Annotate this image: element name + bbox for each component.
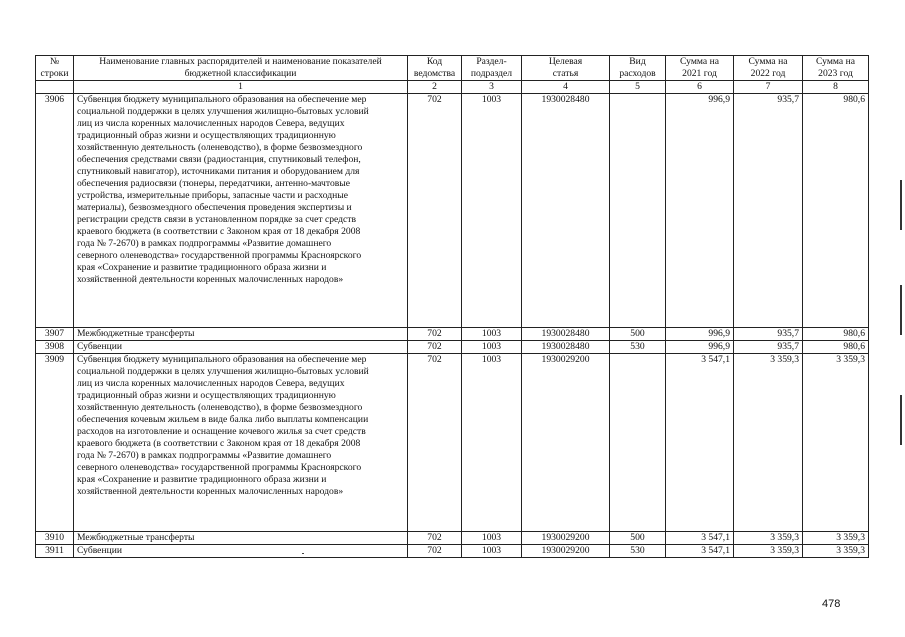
row-sum-2021: 996,9 [666,94,734,328]
header-sum-2023: Сумма на 2023 год [803,56,869,81]
col-num-2: 2 [408,81,462,94]
row-sum-2021: 3 547,1 [666,532,734,545]
row-sum-2022: 935,7 [734,328,803,341]
header-name: Наименование главных распорядителей и наименование показателей бюджетной классификации [74,56,408,81]
row-exp-type: 530 [610,341,666,354]
row-exp-type: 500 [610,532,666,545]
col-num-3: 3 [462,81,522,94]
row-no: 3911 [36,545,74,558]
table-row [36,341,869,354]
col-num-7: 7 [734,81,803,94]
row-dept: 702 [408,545,462,558]
header-row-no: № строки [36,56,74,81]
row-exp-type [610,94,666,328]
row-exp-type: 500 [610,328,666,341]
scan-edge-mark [900,180,902,230]
row-section: 1003 [462,354,522,532]
row-name: Субвенции [74,341,408,354]
header-section: Раздел- подраздел [462,56,522,81]
row-section: 1003 [462,341,522,354]
row-dept: 702 [408,341,462,354]
col-num-6: 6 [666,81,734,94]
row-no: 3908 [36,341,74,354]
header-sum-2022: Сумма на 2022 год [734,56,803,81]
table-row [36,545,869,558]
row-target: 1930028480 [522,328,610,341]
row-sum-2021: 996,9 [666,341,734,354]
row-sum-2022: 935,7 [734,341,803,354]
row-sum-2022: 3 359,3 [734,354,803,532]
row-no: 3909 [36,354,74,532]
row-name: Субвенция бюджету муниципального образования на обеспечение мер социальной поддержки в целях улучшения жилищно-бытовых условий лиц из числа коренных малочисленных народов Севера, ведущих традиционный образ жизни и осуществляющих традиционную хозяйственную деятельность (оленеводство), в форме безвозмездного обеспечения кочевым жильем в виде балка либо выплаты компенсации расходов на изготовление и оснащение кочевого жилья за счет средств краевого бюджета (в соответствии с Законом края от 18 декабря 2008 года № 7-2670) в рамках подпрограммы «Развитие домашнего северного оленеводства» государственной программы Красноярского края «Сохранение и развитие традиционного образа жизни и хозяйственной деятельности коренных малочисленных народов» [74,354,408,532]
row-no: 3907 [36,328,74,341]
row-no: 3906 [36,94,74,328]
col-num-5: 5 [610,81,666,94]
table-row [36,328,869,341]
row-sum-2022: 3 359,3 [734,545,803,558]
row-name: Субвенции [74,545,408,558]
row-dept: 702 [408,532,462,545]
row-target: 1930029200 [522,532,610,545]
col-num-4: 4 [522,81,610,94]
header-target: Целевая статья [522,56,610,81]
page-number: 478 [822,598,841,610]
row-sum-2023: 3 359,3 [803,545,869,558]
row-sum-2023: 3 359,3 [803,354,869,532]
row-dept: 702 [408,94,462,328]
table-row [36,354,869,532]
row-sum-2023: 980,6 [803,341,869,354]
row-sum-2022: 3 359,3 [734,532,803,545]
header-sum-2021: Сумма на 2021 год [666,56,734,81]
row-sum-2021: 3 547,1 [666,354,734,532]
row-target: 1930028480 [522,341,610,354]
row-sum-2023: 3 359,3 [803,532,869,545]
row-section: 1003 [462,545,522,558]
header-row [36,56,869,81]
row-name: Межбюджетные трансферты [74,532,408,545]
row-no: 3910 [36,532,74,545]
row-dept: 702 [408,354,462,532]
table-row [36,532,869,545]
row-section: 1003 [462,532,522,545]
row-section: 1003 [462,94,522,328]
budget-table [35,55,869,558]
row-name: Межбюджетные трансферты [74,328,408,341]
row-target: 1930029200 [522,354,610,532]
header-dept-code: Код ведомства [408,56,462,81]
col-num-0 [36,81,74,94]
row-dept: 702 [408,328,462,341]
row-sum-2023: 980,6 [803,94,869,328]
row-sum-2021: 996,9 [666,328,734,341]
row-sum-2021: 3 547,1 [666,545,734,558]
row-sum-2023: 980,6 [803,328,869,341]
scan-edge-mark [900,395,902,445]
row-name: Субвенция бюджету муниципального образования на обеспечение мер социальной поддержки в целях улучшения жилищно-бытовых условий лиц из числа коренных малочисленных народов Севера, ведущих традиционный образ жизни и осуществляющих традиционную хозяйственную деятельность (оленеводство), в форме безвозмездного обеспечения средствами связи (радиостанция, спутниковый телефон, спутниковый навигатор), источниками питания и оборудованием для обеспечения радиосвязи (тюнеры, передатчики, антенно-мачтовые устройства, измерительные приборы, запасные части и расходные материалы), безвозмездного обеспечения проведения экспертизы и регистрации средств связи в установленном порядке за счет средств краевого бюджета (в соответствии с Законом края от 18 декабря 2008 года № 7-2670) в рамках подпрограммы «Развитие домашнего северного оленеводства» государственной программы Красноярского края «Сохранение и развитие традиционного образа жизни и хозяйственной деятельности коренных малочисленных народов» [74,94,408,328]
row-exp-type [610,354,666,532]
col-num-1: 1 [74,81,408,94]
table-row [36,94,869,328]
row-section: 1003 [462,328,522,341]
header-exp-type: Вид расходов [610,56,666,81]
row-exp-type: 530 [610,545,666,558]
scan-edge-mark [900,285,902,335]
row-target: 1930028480 [522,94,610,328]
row-sum-2022: 935,7 [734,94,803,328]
column-number-row [36,81,869,94]
scan-speck [302,553,304,554]
col-num-8: 8 [803,81,869,94]
row-target: 1930029200 [522,545,610,558]
